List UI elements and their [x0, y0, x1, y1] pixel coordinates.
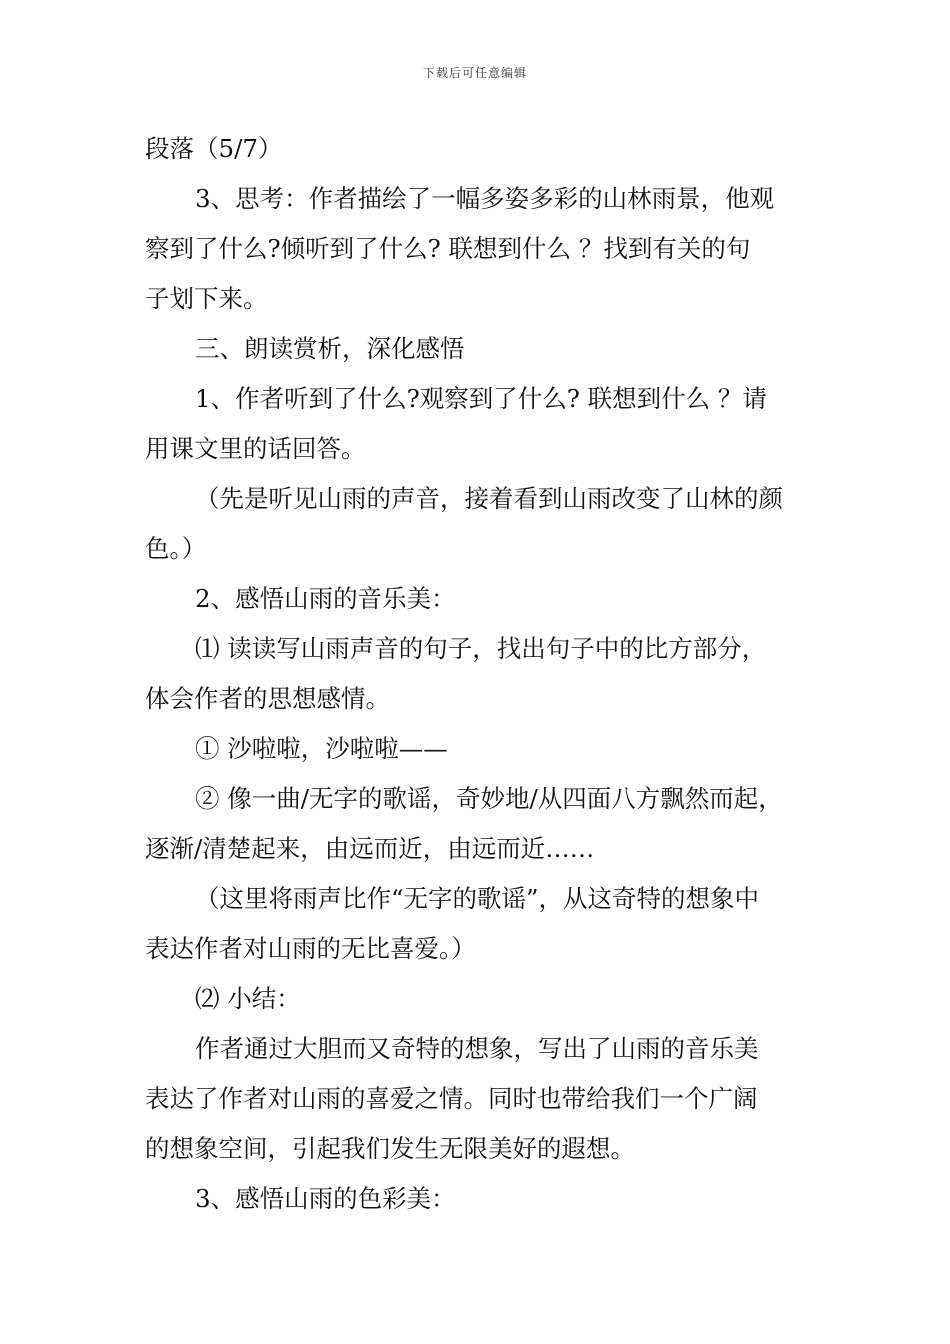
- quote-line: ② 像一曲/无字的歌谣，奇妙地/从四面八方飘然而起，: [195, 784, 783, 813]
- paragraph-line: 3、思考：作者描绘了一幅多姿多彩的山林雨景，他观: [195, 184, 775, 213]
- quote-line: ① 沙啦啦，沙啦啦——: [195, 734, 448, 763]
- paragraph-line: 1、作者听到了什么?观察到了什么? 联想到什么 ？请: [195, 384, 767, 413]
- subsection-heading: 3、感悟山雨的色彩美：: [195, 1184, 456, 1213]
- paragraph-line: 色。）: [145, 534, 207, 563]
- paragraph-line: 表达作者对山雨的无比喜爱。）: [145, 934, 476, 963]
- subsection-heading: 2、感悟山雨的音乐美：: [195, 584, 456, 613]
- subsection-heading: ⑵ 小结：: [195, 984, 301, 1013]
- paragraph-line: 体会作者的思想感情。: [145, 684, 390, 713]
- paragraph-line: 用课文里的话回答。: [145, 434, 366, 463]
- paragraph-line: 段落（5/7）: [145, 134, 283, 163]
- paragraph-line: 子划下来。: [145, 284, 268, 313]
- paragraph-line: 作者通过大胆而又奇特的想象，写出了山雨的音乐美: [195, 1034, 759, 1063]
- paragraph-line: ⑴ 读读写山雨声音的句子，找出句子中的比方部分，: [195, 634, 767, 663]
- paragraph-line: 表达了作者对山雨的喜爱之情。同时也带给我们一个广阔: [145, 1084, 758, 1113]
- quote-line: 逐渐/清楚起来，由远而近，由远而近……: [145, 834, 595, 863]
- paragraph-line: 的想象空间，引起我们发生无限美好的遐想。: [145, 1134, 635, 1163]
- paragraph-line: （先是听见山雨的声音，接着看到山雨改变了山林的颜: [195, 484, 783, 513]
- section-heading: 三、朗读赏析，深化感悟: [195, 334, 465, 363]
- page-header: 下载后可任意编辑: [422, 66, 527, 80]
- paragraph-line: （这里将雨声比作“无字的歌谣”，从这奇特的想象中: [195, 884, 760, 913]
- paragraph-line: 察到了什么?倾听到了什么? 联想到什么 ？找到有关的句: [145, 234, 751, 263]
